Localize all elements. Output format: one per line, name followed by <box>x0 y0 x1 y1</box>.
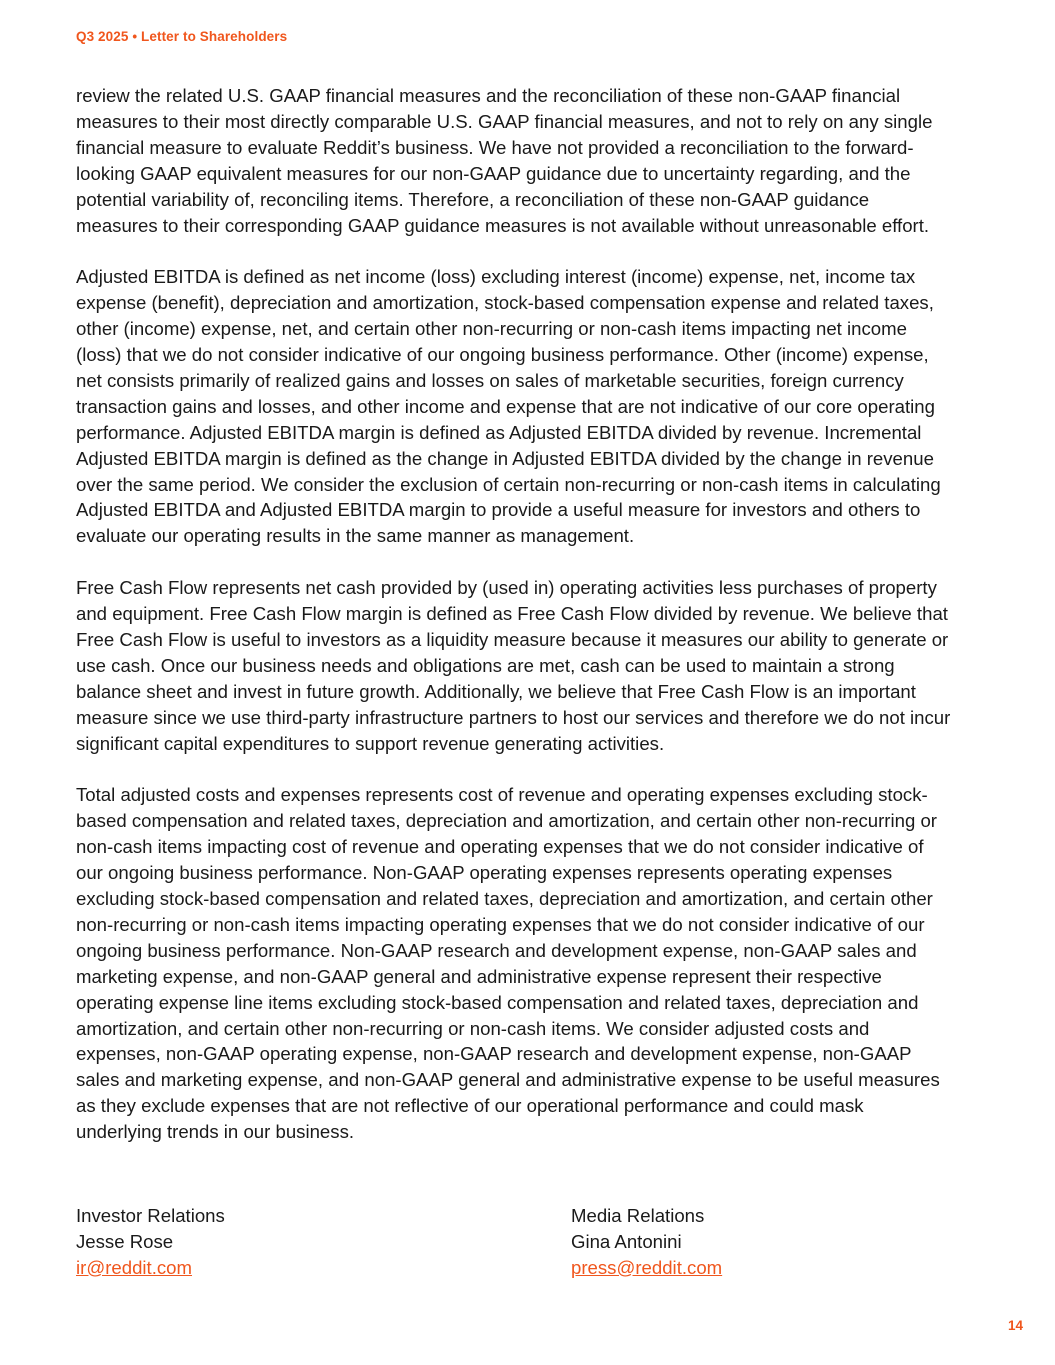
document-body <box>76 83 954 1171</box>
media-relations-contact <box>571 1203 722 1281</box>
investor-relations-contact <box>76 1203 225 1281</box>
paragraph-gaap-reconciliation: review the related U.S. GAAP financial measures and the reconciliation of these non-GAAP financial measures to their most directly comparable U.S. GAAP financial measures, and not to rely on any single financial measure to evaluate Reddit’s business. We have not provided a reconciliation to the forward-looking GAAP equivalent measures for our non-GAAP guidance due to uncertainty regarding, and the potential variability of, reconciling items. Therefore, a reconciliation of these non-GAAP guidance measures to their corresponding GAAP guidance measures is not available without unreasonable effort. <box>76 85 933 236</box>
paragraph-adjusted-ebitda: Adjusted EBITDA is defined as net income (loss) excluding interest (income) expense, net, income tax expense (benefit), depreciation and amortization, stock-based compensation expense and related taxes, other (income) expense, net, and certain other non-recurring or non-cash items impacting net income (loss) that we do not consider indicative of our ongoing business performance. Other (income) expense, net consists primarily of realized gains and losses on sales of marketable securities, foreign currency transaction gains and losses, and other income and expense that are not indicative of our core operating performance. Adjusted EBITDA margin is defined as Adjusted EBITDA divided by revenue. Incremental Adjusted EBITDA margin is defined as the change in Adjusted EBITDA divided by the change in revenue over the same period. We consider the exclusion of certain non-recurring or non-cash items in calculating Adjusted EBITDA and Adjusted EBITDA margin to provide a useful measure for investors and others to evaluate our operating results in the same manner as management. <box>76 266 941 547</box>
investor-relations-name: Jesse Rose <box>76 1230 174 1252</box>
media-relations-title: Media Relations <box>571 1205 705 1226</box>
investor-relations-email-link[interactable]: ir@reddit.com <box>76 1256 193 1278</box>
document-header-title: Q3 2025 • Letter to Shareholders <box>76 29 288 44</box>
media-relations-email-link[interactable]: press@reddit.com <box>571 1256 723 1278</box>
investor-relations-title: Investor Relations <box>76 1205 225 1226</box>
media-relations-name: Gina Antonini <box>571 1230 682 1252</box>
page-number: 14 <box>1007 1318 1023 1333</box>
paragraph-free-cash-flow: Free Cash Flow represents net cash provided by (used in) operating activities less purchases of property and equipment. Free Cash Flow margin is defined as Free Cash Flow divided by revenue. We believe that Free Cash Flow is useful to investors as a liquidity measure because it measures our ability to generate or use cash. Once our business needs and obligations are met, cash can be used to maintain a strong balance sheet and invest in future growth. Additionally, we believe that Free Cash Flow is an important measure since we use third-party infrastructure partners to host our services and therefore we do not incur significant capital expenditures to support revenue generating activities. <box>76 577 951 754</box>
paragraph-adjusted-costs: Total adjusted costs and expenses represents cost of revenue and operating expenses excluding stock-based compensation and related taxes, depreciation and amortization, and certain other non-recurring or non-cash items impacting cost of revenue and operating expenses that we do not consider indicative of our ongoing business performance. Non-GAAP operating expenses represents operating expenses excluding stock-based compensation and related taxes, depreciation and amortization, and certain other non-recurring or non-cash items impacting operating expenses that we do not consider indicative of our ongoing business performance. Non-GAAP research and development expense, non-GAAP sales and marketing expense, and non-GAAP general and administrative expense represent their respective operating expense line items excluding stock-based compensation and related taxes, depreciation and amortization, and certain other non-recurring or non-cash items. We consider adjusted costs and expenses, non-GAAP operating expense, non-GAAP research and development expense, non-GAAP sales and marketing expense, and non-GAAP general and administrative expense to be useful measures as they exclude expenses that are not reflective of our operational performance and could mask underlying trends in our business. <box>76 784 940 1143</box>
